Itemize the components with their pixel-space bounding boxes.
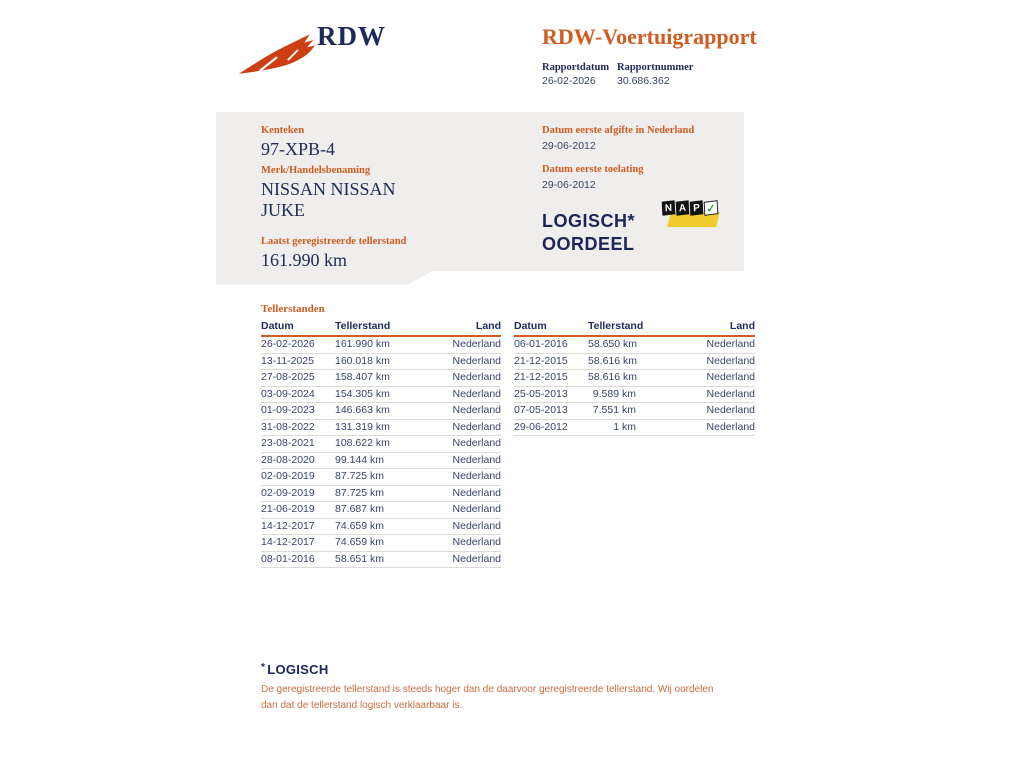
cell-datum: 03-09-2024	[261, 387, 315, 400]
header-tellerstand: Tellerstand	[588, 320, 644, 332]
rdw-logo-text: RDW	[317, 21, 386, 51]
cell-land: Nederland	[706, 354, 755, 367]
cell-tellerstand: 146.663 km	[335, 404, 390, 416]
logisch-body-text: De geregistreerde tellerstand is steeds hoger dan de daarvoor geregistreerde tellerstand. Wij oordelen dan dat de tellerstand logisch verklaarbaar is.	[261, 684, 714, 711]
cell-datum: 06-01-2016	[514, 338, 568, 350]
cell-land: Nederland	[706, 338, 755, 350]
tellerstand-value: 161.990 km	[261, 250, 348, 270]
cell-tellerstand: 87.725 km	[335, 470, 385, 482]
cell-tellerstand: 87.725 km	[335, 486, 385, 499]
oordeel-line2: OORDEEL	[542, 234, 635, 254]
cell-land: Nederland	[452, 371, 501, 383]
cell-datum: 23-08-2021	[261, 437, 315, 449]
cell-land: Nederland	[452, 387, 501, 400]
cell-datum: 14-12-2017	[261, 519, 315, 532]
nap-letter-n: N	[662, 200, 676, 216]
merk-label: Merk/Handelsbenaming	[261, 165, 371, 176]
report-meta	[542, 62, 693, 87]
kenteken-value: 97-XPB-4	[261, 139, 336, 159]
table-header-row	[514, 318, 755, 337]
table-row	[261, 469, 501, 486]
report-number-group	[617, 62, 693, 87]
table-row	[261, 453, 501, 470]
report-date-value: 26-02-2026	[542, 75, 596, 87]
cell-land: Nederland	[452, 420, 501, 433]
cell-land: Nederland	[452, 470, 501, 482]
afgifte-field	[542, 124, 742, 153]
report-date-group	[542, 62, 617, 87]
cell-tellerstand: 74.659 km	[335, 536, 385, 548]
vehicle-summary-left	[261, 124, 471, 271]
cell-tellerstand: 154.305 km	[335, 387, 390, 400]
report-number-value: 30.686.362	[617, 75, 670, 87]
cell-land: Nederland	[452, 552, 501, 565]
cell-land: Nederland	[706, 404, 755, 416]
table-row	[261, 337, 501, 354]
header-datum: Datum	[261, 320, 294, 332]
cell-datum: 28-08-2020	[261, 453, 315, 466]
logisch-heading-text: LOGISCH	[267, 662, 329, 677]
header-datum: Datum	[514, 320, 547, 332]
tellerstanden-table-left	[261, 318, 501, 568]
table-row	[261, 535, 501, 552]
nap-logo-tiles	[662, 201, 718, 215]
rdw-feather-logo-icon	[236, 30, 318, 80]
logisch-explanation	[261, 662, 723, 713]
table-row	[514, 403, 755, 420]
cell-datum: 21-12-2015	[514, 371, 568, 383]
cell-tellerstand: 158.407 km	[335, 371, 390, 383]
report-number-label: Rapportnummer	[617, 62, 694, 73]
afgifte-label: Datum eerste afgifte in Nederland	[542, 125, 695, 136]
header-tellerstand: Tellerstand	[335, 320, 391, 332]
header-land: Land	[475, 320, 501, 332]
nap-letter-a: A	[676, 200, 690, 216]
cell-land: Nederland	[452, 453, 501, 466]
cell-datum: 21-12-2015	[514, 354, 568, 367]
table-row	[261, 519, 501, 536]
cell-datum: 27-08-2025	[261, 371, 315, 383]
cell-datum: 21-06-2019	[261, 503, 315, 515]
cell-tellerstand: 99.144 km	[335, 453, 385, 466]
cell-land: Nederland	[452, 503, 501, 515]
cell-tellerstand: 9.589 km	[592, 387, 636, 400]
cell-land: Nederland	[452, 486, 501, 499]
asterisk: *	[261, 662, 266, 673]
table-row	[514, 354, 755, 371]
nap-checkmark-icon: ✓	[704, 200, 719, 216]
cell-tellerstand: 160.018 km	[335, 354, 390, 367]
header-land: Land	[729, 320, 755, 332]
cell-tellerstand: 7.551 km	[592, 404, 636, 416]
cell-datum: 02-09-2019	[261, 470, 315, 482]
cell-land: Nederland	[452, 338, 501, 350]
table-body	[514, 337, 755, 436]
table-row	[261, 552, 501, 569]
tellerstand-field	[261, 235, 471, 271]
table-row	[261, 420, 501, 437]
vehicle-summary-right	[542, 124, 742, 256]
tellerstand-label: Laatst geregistreerde tellerstand	[261, 236, 407, 247]
cell-land: Nederland	[452, 519, 501, 532]
cell-datum: 01-09-2023	[261, 404, 315, 416]
cell-land: Nederland	[452, 536, 501, 548]
table-row	[514, 337, 755, 354]
table-row	[261, 403, 501, 420]
logisch-heading	[261, 662, 723, 677]
report-title: RDW-Voertuigrapport	[542, 24, 757, 49]
cell-tellerstand: 1 km	[613, 420, 636, 433]
cell-tellerstand: 74.659 km	[335, 519, 385, 532]
tellerstanden-table-right	[514, 318, 755, 436]
cell-datum: 26-02-2026	[261, 338, 315, 350]
table-body	[261, 337, 501, 568]
cell-datum: 29-06-2012	[514, 420, 568, 433]
cell-land: Nederland	[452, 404, 501, 416]
table-row	[261, 354, 501, 371]
table-row	[261, 370, 501, 387]
table-header-row	[261, 318, 501, 337]
table-row	[261, 436, 501, 453]
cell-tellerstand: 131.319 km	[335, 420, 390, 433]
cell-land: Nederland	[452, 354, 501, 367]
cell-datum: 07-05-2013	[514, 404, 568, 416]
cell-datum: 08-01-2016	[261, 552, 315, 565]
kenteken-label: Kenteken	[261, 125, 305, 136]
cell-datum: 13-11-2025	[261, 354, 314, 367]
cell-datum: 31-08-2022	[261, 420, 315, 433]
nap-logo	[662, 201, 720, 233]
cell-land: Nederland	[706, 420, 755, 433]
merk-field	[261, 164, 471, 221]
cell-datum: 02-09-2019	[261, 486, 315, 499]
cell-land: Nederland	[706, 387, 755, 400]
kenteken-field	[261, 124, 471, 160]
cell-datum: 25-05-2013	[514, 387, 568, 400]
afgifte-value: 29-06-2012	[542, 140, 596, 152]
cell-datum: 14-12-2017	[261, 536, 315, 548]
cell-tellerstand: 58.616 km	[588, 371, 638, 383]
vehicle-summary-panel	[216, 112, 744, 271]
toelating-value: 29-06-2012	[542, 179, 596, 191]
oordeel-line1: LOGISCH*	[542, 211, 636, 231]
cell-tellerstand: 161.990 km	[335, 338, 390, 350]
cell-tellerstand: 58.650 km	[588, 338, 638, 350]
cell-tellerstand: 87.687 km	[335, 503, 385, 515]
table-row	[514, 370, 755, 387]
cell-tellerstand: 58.651 km	[335, 552, 385, 565]
merk-value: NISSAN NISSAN JUKE	[261, 179, 396, 220]
cell-land: Nederland	[706, 371, 755, 383]
table-row	[261, 502, 501, 519]
report-date-label: Rapportdatum	[542, 62, 610, 73]
table-row	[261, 387, 501, 404]
toelating-label: Datum eerste toelating	[542, 164, 644, 175]
cell-tellerstand: 108.622 km	[335, 437, 390, 449]
cell-tellerstand: 58.616 km	[588, 354, 638, 367]
cell-land: Nederland	[452, 437, 501, 449]
nap-letter-p: P	[690, 200, 704, 216]
toelating-field	[542, 163, 742, 192]
table-row	[514, 420, 755, 437]
table-row	[261, 486, 501, 503]
panel-corner-tab	[216, 271, 433, 285]
table-row	[514, 387, 755, 404]
tellerstanden-section-title: Tellerstanden	[261, 303, 325, 315]
